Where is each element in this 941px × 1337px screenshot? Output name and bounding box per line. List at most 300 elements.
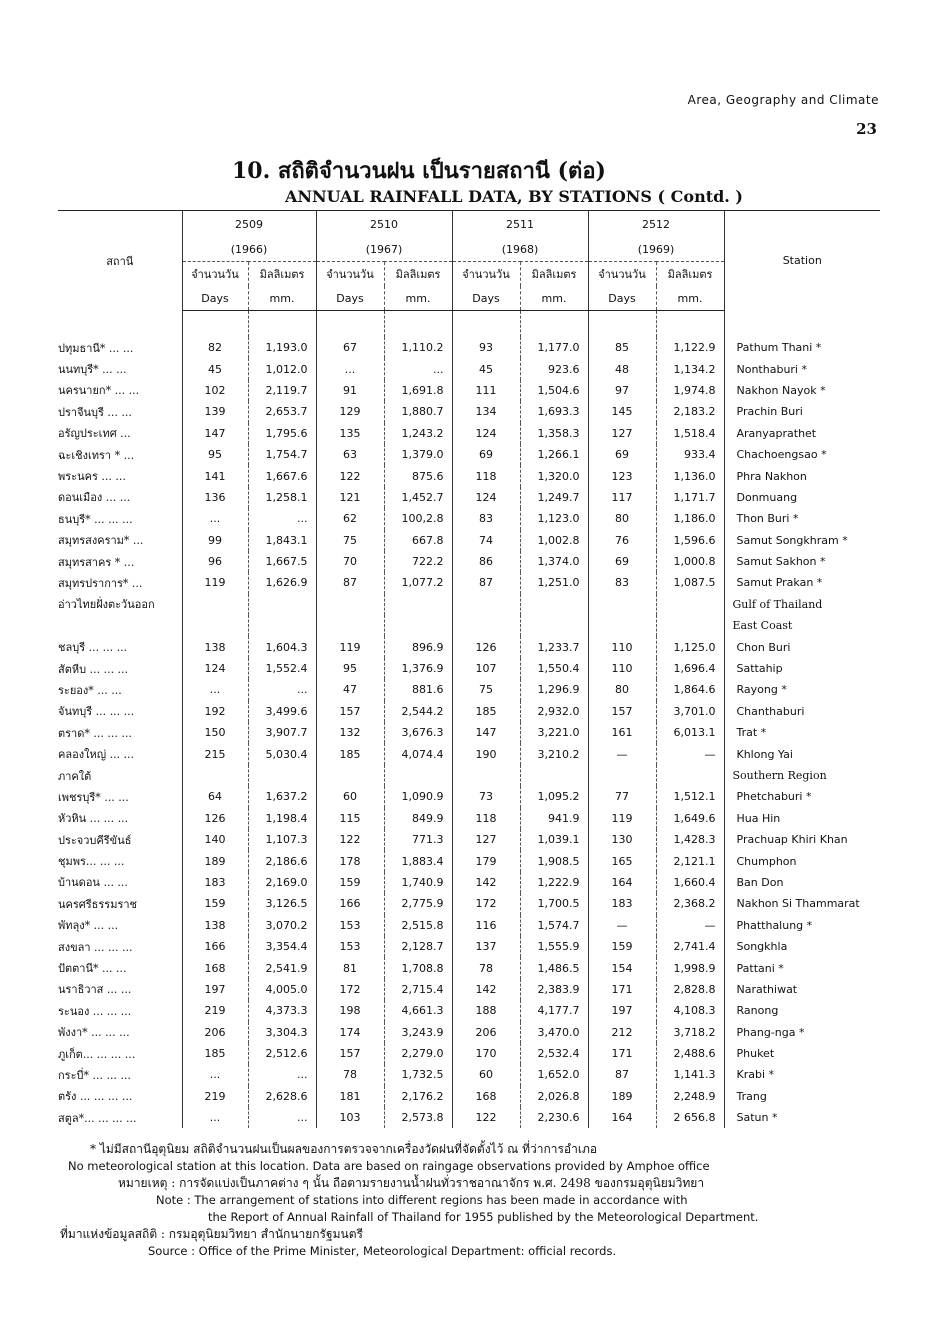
region-name-en: East Coast [732,619,793,633]
cell-mm: 2,512.6 [248,1043,316,1064]
cell-days: 138 [182,636,248,657]
section-header: Area, Geography and Climate [687,93,879,107]
cell-mm: 1,652.0 [520,1064,588,1085]
cell-mm: 1,512.1 [656,786,724,807]
cell-days: 85 [588,337,656,358]
cell-days: 197 [588,1000,656,1021]
cell-days: 95 [316,658,384,679]
region-row [58,615,880,636]
cell-days: 178 [316,850,384,871]
cell-mm: 1,732.5 [384,1064,452,1085]
cell-mm: 1,358.3 [520,423,588,444]
sub-days-en: Days [316,286,384,311]
station-name-en: Phatthalung * [736,918,813,932]
cell-mm: 1,002.8 [520,530,588,551]
sub-days-th: จำนวนวัน [588,262,656,287]
cell-mm: 1,696.4 [656,658,724,679]
cell-mm: 4,074.4 [384,743,452,764]
station-name-th: ปราจีนบุรี ... ... [58,401,182,422]
cell-days: 190 [452,743,520,764]
cell-days: 159 [182,893,248,914]
station-name-en: Samut Songkhram * [736,533,848,547]
cell-days: 119 [588,808,656,829]
note-en-2: the Report of Annual Rainfall of Thailand for 1955 published by the Meteorological Department. [208,1210,759,1224]
table-row [58,1107,880,1128]
table-row [58,508,880,529]
cell-mm: 4,177.7 [520,1000,588,1021]
cell-mm: 2,183.2 [656,401,724,422]
cell-mm: 2,248.9 [656,1086,724,1107]
cell-days: 172 [452,893,520,914]
empty-cell [384,615,452,636]
cell-mm: 2,544.2 [384,701,452,722]
sub-mm-th: มิลลิเมตร [656,262,724,287]
cell-days: 73 [452,786,520,807]
cell-days: 212 [588,1022,656,1043]
cell-mm: 1,504.6 [520,380,588,401]
sub-mm-th: มิลลิเมตร [520,262,588,287]
cell-mm: 1,883.4 [384,850,452,871]
station-name-th: ตรัง ... ... ... ... [58,1086,182,1107]
station-name-en: Pathum Thani * [736,341,822,355]
table-row [58,872,880,893]
sub-mm-th: มิลลิเมตร [248,262,316,287]
cell-mm: 1,974.8 [656,380,724,401]
cell-days: 170 [452,1043,520,1064]
empty-cell [656,765,724,786]
cell-days: 189 [182,850,248,871]
cell-days: ... [182,679,248,700]
table-row [58,380,880,401]
cell-days: 139 [182,401,248,422]
cell-days: 116 [452,915,520,936]
cell-days: 63 [316,444,384,465]
sub-days-en: Days [452,286,520,311]
station-name-th: ระยอง* ... ... [58,679,182,700]
cell-mm: 2 656.8 [656,1107,724,1128]
station-name-th: พังงา* ... ... ... [58,1022,182,1043]
station-name-en: Pattani * [736,961,784,975]
cell-mm: 1,251.0 [520,572,588,593]
cell-days: 82 [182,337,248,358]
cell-mm: 1,452.7 [384,487,452,508]
cell-mm: 1,428.3 [656,829,724,850]
cell-mm: 2,186.6 [248,850,316,871]
cell-days: 123 [588,465,656,486]
cell-mm: 1,123.0 [520,508,588,529]
table-row [58,979,880,1000]
cell-mm: 2,119.7 [248,380,316,401]
cell-mm: 1,193.0 [248,337,316,358]
station-name-en: Chachoengsao * [736,448,827,462]
station-name-th: ประจวบคีรีขันธ์ [58,829,182,850]
table-row [58,701,880,722]
table-row [58,636,880,657]
table-row [58,722,880,743]
cell-mm: 2,169.0 [248,872,316,893]
cell-mm: 2,121.1 [656,850,724,871]
cell-mm: 1,222.9 [520,872,588,893]
station-name-en: Chumphon [736,854,797,868]
cell-mm: 1,754.7 [248,444,316,465]
col-station-en: Station [724,211,880,311]
table-row [58,1064,880,1085]
rainfall-table [58,210,880,1128]
cell-days: 142 [452,872,520,893]
table-row [58,915,880,936]
cell-mm: 1,552.4 [248,658,316,679]
cell-days: 219 [182,1086,248,1107]
cell-days: 87 [316,572,384,593]
cell-mm: 2,128.7 [384,936,452,957]
station-name-en: Nakhon Nayok * [736,383,826,397]
table-row [58,957,880,978]
cell-mm: ... [248,679,316,700]
cell-mm: ... [248,1064,316,1085]
empty-cell [182,615,248,636]
sub-days-th: จำนวนวัน [182,262,248,287]
station-name-en: Trang [736,1089,767,1103]
cell-days: 91 [316,380,384,401]
cell-mm: 3,243.9 [384,1022,452,1043]
station-name-th: ตราด* ... ... ... [58,722,182,743]
station-name-th: ปัตตานี* ... ... [58,957,182,978]
sub-days-th: จำนวนวัน [452,262,520,287]
cell-mm: 1,667.5 [248,551,316,572]
station-name-th: สตูล*... ... ... ... [58,1107,182,1128]
cell-days: 87 [588,1064,656,1085]
station-name-en: Prachin Buri [736,405,803,419]
cell-days: 150 [182,722,248,743]
cell-mm: 2,653.7 [248,401,316,422]
cell-mm: 3,221.0 [520,722,588,743]
note-th: หมายเหตุ : การจัดแบ่งเป็นภาคต่าง ๆ นั้น ถือตามรายงานน้ำฝนทั่วราชอาณาจักร พ.ศ. 2498 ของกรมอุตุนิยมวิทยา [118,1176,705,1190]
cell-days: 153 [316,915,384,936]
cell-days: 75 [316,530,384,551]
cell-mm: 2,026.8 [520,1086,588,1107]
cell-days: 168 [452,1086,520,1107]
empty-cell [182,594,248,615]
region-name-th: ภาคใต้ [58,765,182,786]
cell-mm: 1,012.0 [248,358,316,379]
cell-days: 136 [182,487,248,508]
cell-days: 153 [316,936,384,957]
cell-mm: 2,279.0 [384,1043,452,1064]
cell-mm: 896.9 [384,636,452,657]
empty-cell [248,594,316,615]
station-name-en: Chanthaburi [736,704,805,718]
cell-days: 97 [588,380,656,401]
cell-mm: 1,125.0 [656,636,724,657]
page-number: 23 [856,120,877,138]
station-name-th: ระนอง ... ... ... [58,1000,182,1021]
cell-mm: 2,230.6 [520,1107,588,1128]
cell-days: 62 [316,508,384,529]
footnotes [60,1141,890,1260]
station-name-en: Aranyaprathet [736,426,817,440]
station-name-en: Songkhla [736,940,788,954]
cell-days: 126 [452,636,520,657]
cell-mm: 1,660.4 [656,872,724,893]
empty-cell [452,594,520,615]
cell-days: 140 [182,829,248,850]
cell-mm: 1,266.1 [520,444,588,465]
cell-days: 142 [452,979,520,1000]
cell-mm: 1,171.7 [656,487,724,508]
cell-days: 171 [588,1043,656,1064]
station-name-th: นราธิวาส ... ... [58,979,182,1000]
cell-mm: 1,843.1 [248,530,316,551]
cell-mm: 1,110.2 [384,337,452,358]
cell-days: 122 [316,465,384,486]
cell-days: 181 [316,1086,384,1107]
station-name-th: ฉะเชิงเทรา * ... [58,444,182,465]
year-be-4: 2512 [588,211,724,238]
station-name-en: Phang-nga * [736,1025,805,1039]
station-name-en: Trat * [736,726,767,740]
cell-days: 130 [588,829,656,850]
cell-mm: 1,141.3 [656,1064,724,1085]
cell-days: 135 [316,423,384,444]
cell-days: 179 [452,850,520,871]
table-row [58,358,880,379]
cell-days: 122 [452,1107,520,1128]
table-row [58,829,880,850]
empty-cell [316,615,384,636]
cell-mm: — [656,915,724,936]
cell-days: 137 [452,936,520,957]
empty-cell [316,765,384,786]
cell-days: 124 [182,658,248,679]
cell-mm: 4,005.0 [248,979,316,1000]
station-name-th: สมุทรสาคร * ... [58,551,182,572]
station-name-th: ดอนเมือง ... ... [58,487,182,508]
cell-mm: 1,596.6 [656,530,724,551]
station-name-en: Phra Nakhon [736,469,807,483]
cell-days: 118 [452,465,520,486]
cell-days: 198 [316,1000,384,1021]
cell-days: 78 [316,1064,384,1085]
cell-mm: 4,373.3 [248,1000,316,1021]
cell-days: 159 [316,872,384,893]
cell-mm: 2,488.6 [656,1043,724,1064]
cell-mm: 3,304.3 [248,1022,316,1043]
cell-mm: 3,126.5 [248,893,316,914]
cell-days: 129 [316,401,384,422]
cell-mm: 875.6 [384,465,452,486]
station-name-th: ชุมพร... ... ... [58,850,182,871]
cell-days: 80 [588,679,656,700]
station-name-en: Samut Sakhon * [736,555,826,569]
cell-mm: 1,667.6 [248,465,316,486]
table-row [58,572,880,593]
cell-days: 86 [452,551,520,572]
table-row [58,337,880,358]
cell-mm: 1,693.3 [520,401,588,422]
cell-mm: 2,515.8 [384,915,452,936]
station-name-th: อรัญประเทศ ... [58,423,182,444]
sub-days-en: Days [182,286,248,311]
empty-cell [520,765,588,786]
table-row [58,401,880,422]
empty-cell [588,594,656,615]
cell-mm: 1,649.6 [656,808,724,829]
cell-days: 81 [316,957,384,978]
table-row [58,487,880,508]
cell-days: 124 [452,423,520,444]
cell-mm: 3,210.2 [520,743,588,764]
empty-cell [520,615,588,636]
cell-mm: 1,198.4 [248,808,316,829]
cell-days: 159 [588,936,656,957]
cell-days: ... [182,508,248,529]
sub-mm-en: mm. [384,286,452,311]
cell-days: 103 [316,1107,384,1128]
cell-mm: 3,354.4 [248,936,316,957]
station-name-th: พระนคร ... ... [58,465,182,486]
cell-mm: 100,2.8 [384,508,452,529]
cell-days: 126 [182,808,248,829]
cell-mm: 1,700.5 [520,893,588,914]
cell-mm: 1,908.5 [520,850,588,871]
cell-days: ... [182,1107,248,1128]
footnote-star-en: No meteorological station at this location. Data are based on raingage observations provided by Amphoe office [68,1159,710,1173]
cell-days: 134 [452,401,520,422]
cell-mm: 1,095.2 [520,786,588,807]
cell-days: 60 [452,1064,520,1085]
station-name-th: จันทบุรี ... ... ... [58,701,182,722]
cell-mm: 1,708.8 [384,957,452,978]
year-be-2: 2510 [316,211,452,238]
station-name-th: ปทุมธานี* ... ... [58,337,182,358]
table-row [58,679,880,700]
cell-mm: 3,718.2 [656,1022,724,1043]
cell-days: 64 [182,786,248,807]
cell-days: 78 [452,957,520,978]
cell-mm: 1,000.8 [656,551,724,572]
cell-days: 122 [316,829,384,850]
station-name-th: นนทบุรี* ... ... [58,358,182,379]
cell-days: 171 [588,979,656,1000]
cell-days: 219 [182,1000,248,1021]
cell-mm: 1,177.0 [520,337,588,358]
cell-days: 111 [452,380,520,401]
cell-days: 197 [182,979,248,1000]
sub-mm-th: มิลลิเมตร [384,262,452,287]
cell-days: 165 [588,850,656,871]
cell-mm: 1,039.1 [520,829,588,850]
region-name-en: Gulf of Thailand [732,597,823,611]
year-ce-3: (1968) [452,237,588,262]
cell-days: 161 [588,722,656,743]
region-name-th [58,615,182,636]
cell-days: 183 [588,893,656,914]
cell-days: 127 [588,423,656,444]
cell-mm: 2,932.0 [520,701,588,722]
sub-mm-en: mm. [248,286,316,311]
title-thai: 10. สถิติจำนวนฝน เป็นรายสถานี (ต่อ) [232,158,606,184]
station-name-th: สมุทรปราการ* ... [58,572,182,593]
cell-days: 166 [182,936,248,957]
empty-cell [452,615,520,636]
cell-mm: 4,661.3 [384,1000,452,1021]
cell-mm: 1,077.2 [384,572,452,593]
cell-days: 119 [182,572,248,593]
cell-mm: 849.9 [384,808,452,829]
cell-days: 183 [182,872,248,893]
cell-days: 185 [182,1043,248,1064]
cell-mm: 2,573.8 [384,1107,452,1128]
cell-mm: 3,070.2 [248,915,316,936]
cell-mm: 933.4 [656,444,724,465]
cell-days: 83 [588,572,656,593]
cell-mm: 1,379.0 [384,444,452,465]
cell-days: 76 [588,530,656,551]
cell-days: 215 [182,743,248,764]
empty-cell [588,765,656,786]
cell-days: 69 [452,444,520,465]
cell-days: 189 [588,1086,656,1107]
table-row [58,658,880,679]
cell-days: 147 [182,423,248,444]
cell-mm: 2,828.8 [656,979,724,1000]
cell-days: 145 [588,401,656,422]
source-th: ที่มาแห่งข้อมูลสถิติ : กรมอุตุนิยมวิทยา สำนักนายกรัฐมนตรี [60,1227,363,1241]
cell-days: 83 [452,508,520,529]
cell-mm: 3,701.0 [656,701,724,722]
cell-mm: 1,486.5 [520,957,588,978]
cell-days: 117 [588,487,656,508]
cell-mm: 1,122.9 [656,337,724,358]
station-name-en: Phuket [736,1047,775,1061]
cell-days: — [588,915,656,936]
cell-days: 45 [452,358,520,379]
cell-mm: 1,998.9 [656,957,724,978]
station-name-th: กระบี่* ... ... ... [58,1064,182,1085]
empty-cell [384,594,452,615]
year-be-1: 2509 [182,211,316,238]
station-name-en: Narathiwat [736,982,798,996]
station-name-th: เพชรบุรี* ... ... [58,786,182,807]
year-be-3: 2511 [452,211,588,238]
cell-days: 48 [588,358,656,379]
empty-cell [182,765,248,786]
cell-mm: 1,087.5 [656,572,724,593]
cell-mm: 1,233.7 [520,636,588,657]
cell-days: 75 [452,679,520,700]
title-english: ANNUAL RAINFALL DATA, BY STATIONS ( Contd. ) [285,187,743,206]
cell-mm: 1,243.2 [384,423,452,444]
station-name-en: Thon Buri * [736,512,799,526]
year-ce-2: (1967) [316,237,452,262]
table-row [58,850,880,871]
cell-days: 69 [588,551,656,572]
cell-mm: 1,740.9 [384,872,452,893]
station-name-en: Phetchaburi * [736,790,812,804]
cell-days: 124 [452,487,520,508]
cell-mm: 5,030.4 [248,743,316,764]
station-name-en: Satun * [736,1111,778,1125]
year-ce-1: (1966) [182,237,316,262]
station-name-en: Sattahip [736,662,783,676]
table-row [58,444,880,465]
cell-mm: 2,628.6 [248,1086,316,1107]
cell-mm: 1,249.7 [520,487,588,508]
station-name-en: Nonthaburi * [736,362,807,376]
station-name-en: Prachuap Khiri Khan [736,833,848,847]
station-name-en: Khlong Yai [736,747,793,761]
cell-days: 110 [588,636,656,657]
